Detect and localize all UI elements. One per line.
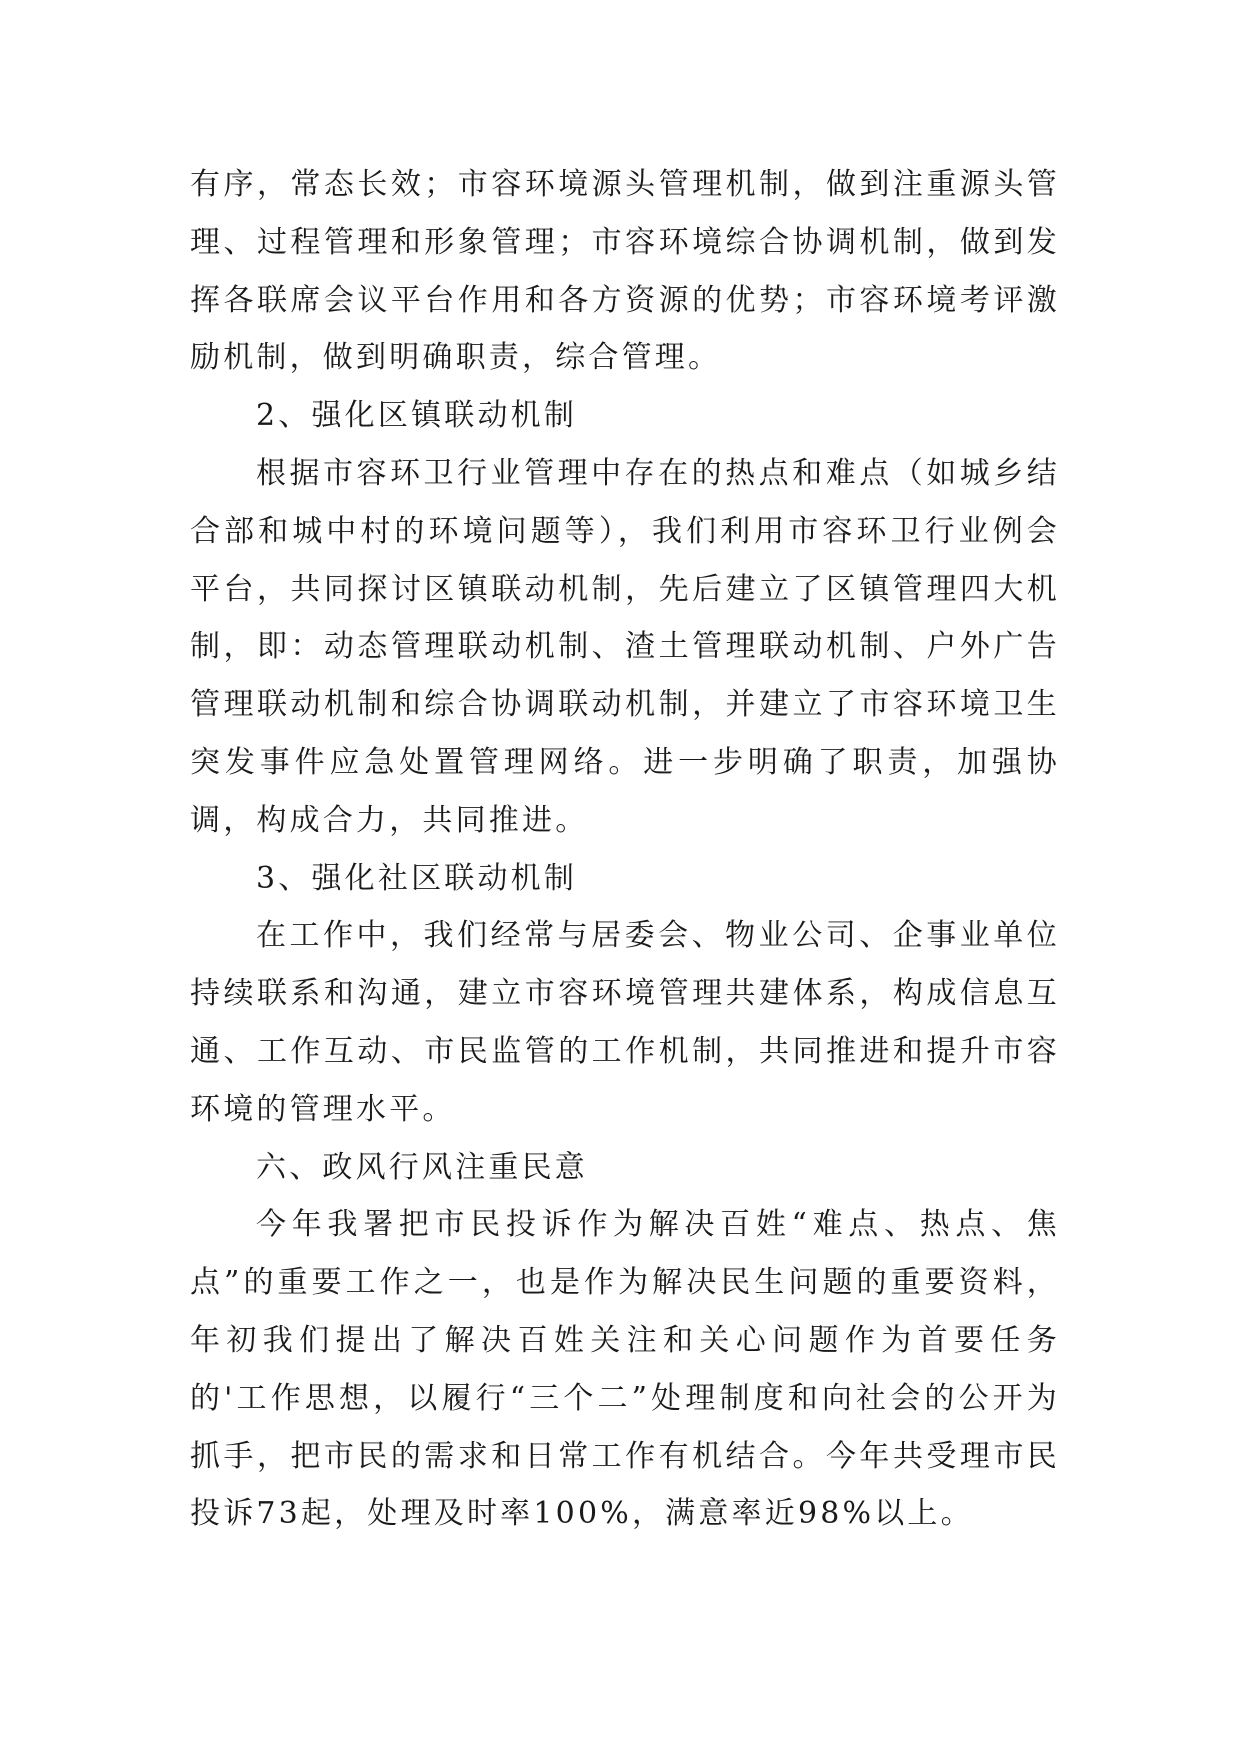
- paragraph-district-town: 根据市容环卫行业管理中存在的热点和难点（如城乡结合部和城中村的环境问题等），我们利用市容环卫行业例会平台，共同探讨区镇联动机制，先后建立了区镇管理四大机制，即：动态管理联动机制、渣土管理联动机制、户外广告管理联动机制和综合协调联动机制，并建立了市容环境卫生突发事件应急处置管理网络。进一步明确了职责，加强协调，构成合力，共同推进。: [190, 455, 1060, 838]
- paragraph-mechanism-list: 有序，常态长效；市容环境源头管理机制，做到注重源头管理、过程管理和形象管理；市容环境综合协调机制，做到发挥各联席会议平台作用和各方资源的优势；市容环境考评激励机制，做到明确职责，综合管理。: [190, 167, 1060, 376]
- document-body: [190, 156, 1060, 1543]
- section-heading-district-town: 2、强化区镇联动机制: [256, 398, 578, 434]
- section-heading-community: 3、强化社区联动机制: [256, 860, 578, 896]
- paragraph-community: 在工作中，我们经常与居委会、物业公司、企事业单位持续联系和沟通，建立市容环境管理共建体系，构成信息互通、工作互动、市民监管的工作机制，共同推进和提升市容环境的管理水平。: [190, 918, 1060, 1127]
- paragraph-public-opinion: 今年我署把市民投诉作为解决百姓“难点、热点、焦点”的重要工作之一，也是作为解决民生问题的重要资料，年初我们提出了解决百姓关注和关心问题作为首要任务的'工作思想，以履行“三个二”处理制度和向社会的公开为抓手，把市民的需求和日常工作有机结合。今年共受理市民投诉73起，处理及时率100%，满意率近98%以上。: [190, 1207, 1060, 1532]
- section-heading-public-opinion: 六、政风行风注重民意: [256, 1149, 588, 1185]
